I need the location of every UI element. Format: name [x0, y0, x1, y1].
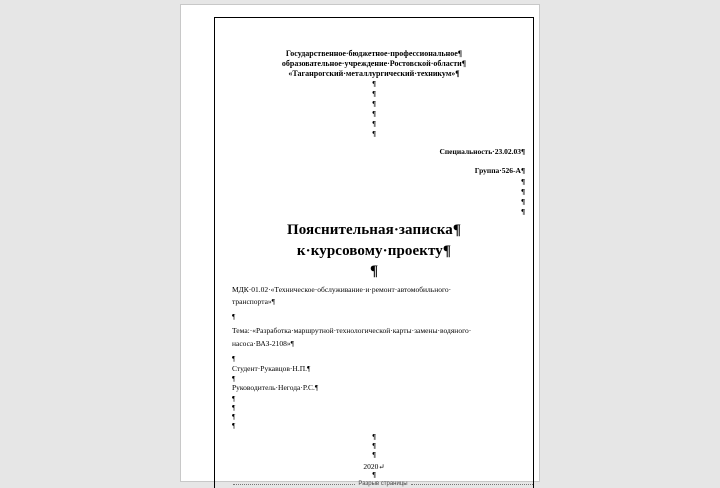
empty-paragraph-mark: ¶: [232, 421, 236, 430]
empty-paragraph-mark: ¶: [372, 80, 376, 88]
empty-paragraph-mark: ¶: [520, 187, 525, 196]
empty-paragraph-mark: ¶: [520, 207, 525, 216]
empty-paragraph-mark: ¶: [372, 442, 376, 450]
group-line: Группа·526-А¶: [474, 166, 525, 175]
empty-paragraph-mark: ¶: [372, 110, 376, 118]
empty-paragraph-mark: ¶: [232, 403, 236, 412]
empty-paragraph-mark: ¶: [520, 177, 525, 186]
topic-line-2: насоса·ВАЗ-2108»¶: [232, 339, 295, 348]
empty-paragraph-mark: ¶: [232, 394, 236, 403]
org-line-2: образовательное·учреждение·Ростовской·области¶: [281, 59, 467, 68]
empty-paragraph-mark: ¶: [232, 374, 236, 383]
empty-paragraph-mark: ¶: [372, 120, 376, 128]
student-line: Студент·Рукавцов·Н.П.¶: [232, 364, 311, 373]
page-break-marker: [233, 481, 533, 487]
empty-paragraph-mark: ¶: [369, 263, 379, 279]
mdk-line-2: транспорта»¶: [232, 297, 276, 306]
empty-paragraph-mark: ¶: [232, 412, 236, 421]
page-break-label: Разрыв страницы: [358, 481, 408, 487]
org-line-1: Государственное·бюджетное·профессиональное¶: [285, 49, 463, 58]
document-page[interactable]: [180, 4, 540, 487]
empty-paragraph-mark: ¶: [372, 100, 376, 108]
page-break-rule-right: [411, 484, 533, 485]
year-line: 2020↵: [363, 462, 385, 471]
empty-paragraph-mark: ¶: [232, 354, 236, 363]
supervisor-line: Руководитель·Негода·Р.С.¶: [232, 383, 319, 392]
empty-paragraph-mark: ¶: [372, 130, 376, 138]
empty-paragraph-mark: ¶: [372, 451, 376, 459]
document-title-line-1: Пояснительная·записка¶: [286, 222, 462, 238]
specialty-line: Специальность·23.02.03¶: [439, 147, 525, 156]
mdk-line-1: МДК·01.02·«Техническое·обслуживание·и·ремонт·автомобильного·: [232, 285, 452, 294]
empty-paragraph-mark: ¶: [372, 433, 376, 441]
empty-paragraph-mark: ¶: [372, 471, 376, 479]
page-border-frame: [214, 17, 534, 488]
page-break-rule-left: [233, 484, 355, 485]
org-line-3: «Таганрогский·металлургический·техникум»¶: [288, 69, 460, 78]
empty-paragraph-mark: ¶: [372, 90, 376, 98]
topic-line-1: Тема:·«Разработка·маршрутной·технологической·карты·замены·водяного·: [232, 326, 472, 335]
document-title-line-2: к·курсовому·проекту¶: [296, 243, 452, 259]
empty-paragraph-mark: ¶: [520, 197, 525, 206]
empty-paragraph-mark: ¶: [232, 312, 236, 321]
